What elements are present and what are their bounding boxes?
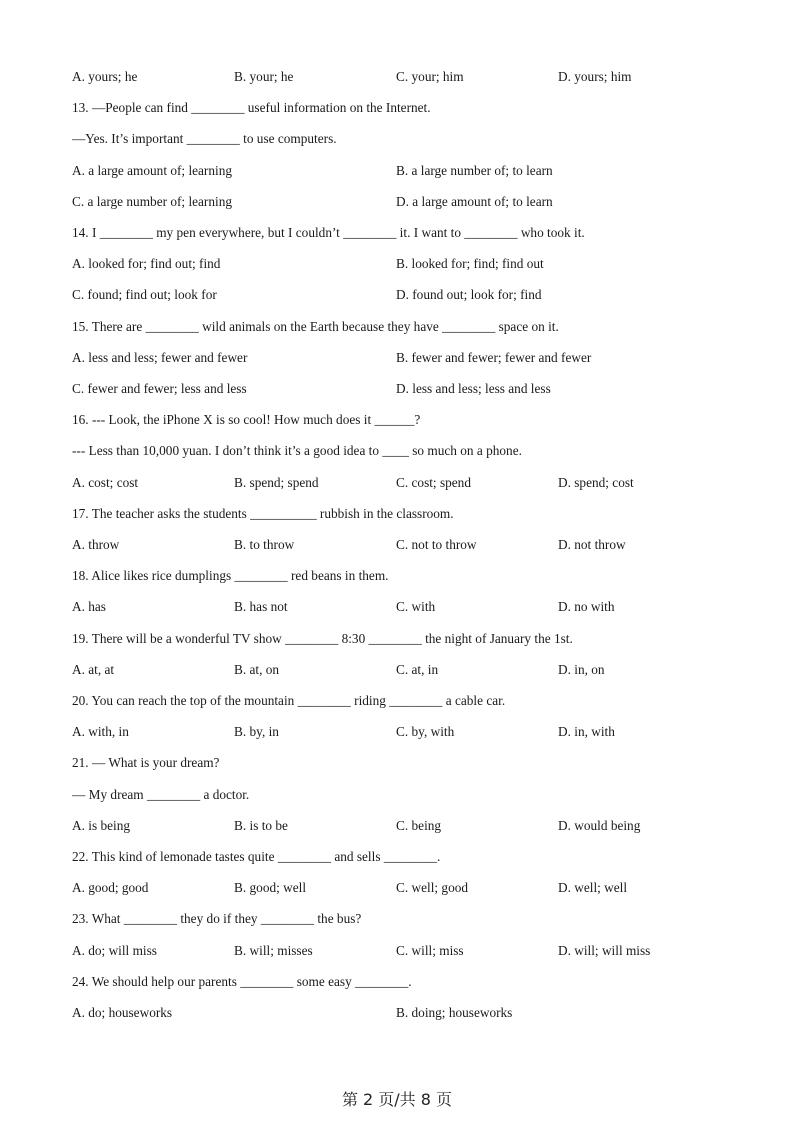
answer-option: C. well; good (396, 880, 469, 896)
answer-option: C. not to throw (396, 537, 477, 552)
question-text: — My dream ________ a doctor. (72, 786, 250, 802)
answer-option: B. looked for; find; find out (396, 256, 544, 272)
answer-option: D. will; will miss (558, 942, 651, 958)
question-line (72, 566, 732, 586)
options-line (72, 67, 732, 87)
answer-option: D. in, on (558, 661, 605, 677)
answer-option: A. at, at (72, 661, 115, 677)
options-line (72, 161, 732, 181)
page-footer: 第 2 页/共 8 页 (341, 1090, 453, 1109)
question-line (72, 410, 732, 430)
answer-option: C. by, with (396, 724, 455, 740)
answer-option: D. no with (558, 599, 615, 615)
answer-option: A. looked for; find out; find (72, 256, 221, 272)
answer-option: A. yours; he (72, 69, 138, 84)
question-text: 16. --- Look, the iPhone X is so cool! How much does it ______? (72, 412, 421, 428)
options-line (72, 722, 732, 742)
question-line (72, 691, 732, 711)
answer-option: B. good; well (234, 880, 307, 896)
options-line (72, 660, 732, 680)
answer-option: D. spend; cost (558, 474, 634, 490)
answer-option: C. a large number of; learning (72, 193, 233, 209)
answer-option: A. do; will miss (72, 942, 157, 958)
question-text: 15. There are ________ wild animals on the Earth because they have ________ space on it. (72, 318, 559, 334)
question-text: 21. — What is your dream? (72, 755, 220, 771)
options-line (72, 348, 732, 368)
answer-option: A. do; houseworks (72, 1005, 173, 1020)
options-line (72, 878, 732, 898)
answer-option: B. will; misses (234, 942, 313, 958)
answer-option: D. would being (558, 817, 641, 833)
question-text: 17. The teacher asks the students __________ rubbish in the classroom. (72, 505, 454, 521)
options-line (72, 535, 732, 555)
question-line (72, 441, 732, 461)
options-line (72, 192, 732, 212)
answer-option: B. at, on (234, 661, 280, 677)
answer-option: D. well; well (558, 880, 628, 896)
options-line (72, 379, 732, 399)
options-line (72, 473, 732, 493)
question-text: —Yes. It’s important ________ to use computers. (72, 131, 337, 147)
answer-option: C. your; him (396, 69, 464, 84)
question-line (72, 972, 732, 992)
answer-option: A. less and less; fewer and fewer (72, 349, 248, 365)
answer-option: C. being (396, 817, 442, 833)
answer-option: B. to throw (234, 537, 295, 552)
answer-option: C. cost; spend (396, 474, 471, 490)
answer-option: D. less and less; less and less (396, 381, 551, 396)
answer-option: D. not throw (558, 537, 626, 552)
answer-option: A. is being (72, 817, 130, 833)
answer-option: D. in, with (558, 724, 615, 740)
answer-option: D. yours; him (558, 69, 632, 84)
answer-option: A. cost; cost (72, 474, 139, 490)
question-line (72, 223, 732, 243)
question-line (72, 629, 732, 649)
question-text: 24. We should help our parents ________ some easy ________. (72, 973, 412, 989)
question-line (72, 785, 732, 805)
question-line (72, 317, 732, 337)
answer-option: A. a large amount of; learning (72, 162, 233, 178)
answer-option: B. spend; spend (234, 474, 319, 490)
answer-option: C. at, in (396, 661, 439, 677)
answer-option: A. throw (72, 537, 120, 552)
options-line (72, 941, 732, 961)
answer-option: C. found; find out; look for (72, 287, 217, 303)
answer-option: B. has not (234, 599, 288, 615)
answer-option: C. will; miss (396, 942, 464, 958)
answer-option: C. fewer and fewer; less and less (72, 381, 247, 396)
question-line (72, 98, 732, 118)
question-line (72, 129, 732, 149)
question-text: 14. I ________ my pen everywhere, but I couldn’t ________ it. I want to ________ who took it. (72, 225, 585, 240)
options-line (72, 285, 732, 305)
question-text: 22. This kind of lemonade tastes quite ________ and sells ________. (72, 849, 441, 864)
question-line (72, 753, 732, 773)
options-line (72, 254, 732, 274)
question-text: 18. Alice likes rice dumplings ________ red beans in them. (72, 568, 389, 584)
answer-option: B. fewer and fewer; fewer and fewer (396, 349, 592, 365)
options-line (72, 1003, 732, 1023)
answer-option: D. found out; look for; find (396, 287, 542, 303)
question-text: 20. You can reach the top of the mountain ________ riding ________ a cable car. (72, 693, 506, 708)
answer-option: B. is to be (234, 817, 288, 833)
question-text: 13. —People can find ________ useful information on the Internet. (72, 100, 431, 116)
answer-option: B. a large number of; to learn (396, 162, 553, 178)
answer-option: B. by, in (234, 724, 279, 740)
answer-option: C. with (396, 599, 436, 615)
question-text: 19. There will be a wonderful TV show ________ 8:30 ________ the night of January the 1st. (72, 630, 573, 646)
answer-option: D. a large amount of; to learn (396, 193, 553, 209)
answer-option: B. your; he (234, 69, 294, 84)
answer-option: B. doing; houseworks (396, 1005, 513, 1020)
answer-option: A. good; good (72, 880, 149, 896)
question-line (72, 504, 732, 524)
options-line (72, 816, 732, 836)
question-text: 23. What ________ they do if they ________ the bus? (72, 911, 362, 927)
question-text: --- Less than 10,000 yuan. I don’t think it’s a good idea to ____ so much on a phone. (72, 443, 522, 459)
question-line (72, 847, 732, 867)
answer-option: A. has (72, 599, 106, 615)
answer-option: A. with, in (72, 724, 129, 740)
options-line (72, 597, 732, 617)
question-line (72, 909, 732, 929)
